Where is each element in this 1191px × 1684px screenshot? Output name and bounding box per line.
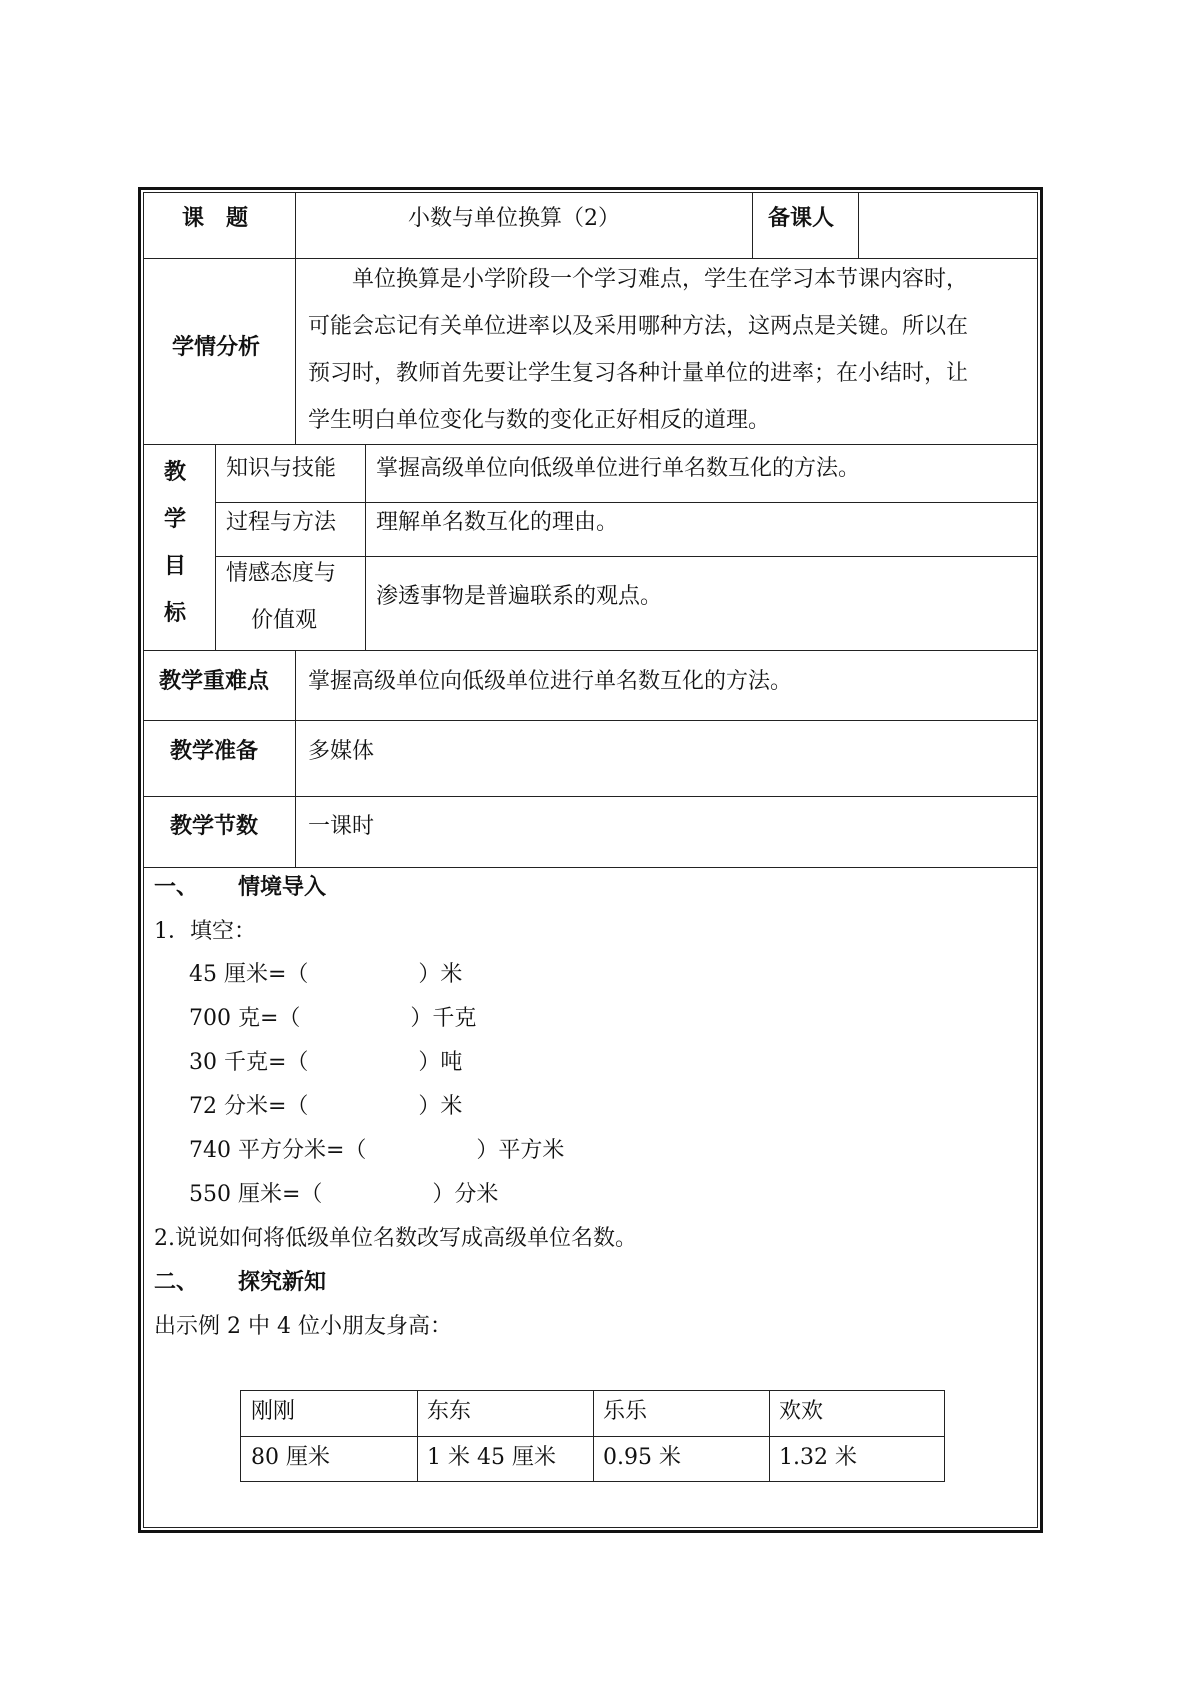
analysis-line: 单位换算是小学阶段一个学习难点，学生在学习本节课内容时， bbox=[308, 267, 969, 292]
analysis-label: 学情分析 bbox=[172, 335, 261, 360]
table-cell: 刚刚 bbox=[251, 1399, 296, 1424]
analysis-line: 预习时，教师首先要让学生复习各种计量单位的进率；在小结时，让 bbox=[308, 361, 969, 386]
analysis-line: 学生明白单位变化与数的变化正好相反的道理。 bbox=[308, 408, 771, 433]
objective-label: 情感态度与 bbox=[226, 561, 337, 586]
objective-value: 渗透事物是普遍联系的观点。 bbox=[376, 584, 663, 609]
periods-value: 一课时 bbox=[308, 814, 375, 839]
table-cell: 东东 bbox=[427, 1399, 472, 1424]
row-divider bbox=[215, 556, 1038, 557]
topic-value: 小数与单位换算（2） bbox=[408, 206, 620, 231]
objectives-label: 教 学 目 标 bbox=[164, 460, 187, 626]
table-cell: 0.95 米 bbox=[603, 1445, 681, 1470]
row-divider bbox=[143, 796, 1038, 797]
table-cell: 乐乐 bbox=[603, 1399, 648, 1424]
fill-in-item: 1．填空： bbox=[154, 919, 256, 944]
section2-heading: 探究新知 bbox=[238, 1270, 327, 1295]
exercise-line: 740 平方分米=（ ）平方米 bbox=[189, 1138, 565, 1163]
objective-value: 理解单名数互化的理由。 bbox=[376, 510, 619, 535]
col-divider bbox=[215, 444, 216, 650]
topic-label: 课 题 bbox=[182, 206, 249, 231]
analysis-text bbox=[308, 256, 968, 444]
section1-number: 一、 bbox=[154, 875, 199, 900]
row-divider bbox=[143, 650, 1038, 651]
col-divider bbox=[769, 1391, 770, 1481]
objective-value: 掌握高级单位向低级单位进行单名数互化的方法。 bbox=[376, 456, 861, 481]
exercise-line: 550 厘米=（ ）分米 bbox=[189, 1182, 499, 1207]
discussion-item: 2.说说如何将低级单位名数改写成高级单位名数。 bbox=[154, 1226, 637, 1251]
preparation-value: 多媒体 bbox=[308, 739, 375, 764]
col-divider bbox=[295, 192, 296, 444]
row-divider bbox=[143, 444, 1038, 445]
col-divider bbox=[417, 1391, 418, 1481]
col-divider bbox=[365, 444, 366, 650]
heights-table bbox=[240, 1390, 945, 1482]
objective-label: 价值观 bbox=[251, 608, 318, 633]
exercise-line: 72 分米=（ ）米 bbox=[189, 1094, 463, 1119]
row-divider bbox=[143, 720, 1038, 721]
objective-label: 知识与技能 bbox=[226, 456, 337, 481]
key-points-label: 教学重难点 bbox=[159, 669, 270, 694]
exercise-line: 45 厘米=（ ）米 bbox=[189, 962, 463, 987]
col-divider bbox=[858, 192, 859, 258]
preparer-label: 备课人 bbox=[768, 206, 835, 231]
periods-label: 教学节数 bbox=[170, 814, 259, 839]
analysis-line: 可能会忘记有关单位进率以及采用哪种方法，这两点是关键。所以在 bbox=[308, 314, 969, 339]
section2-number: 二、 bbox=[154, 1270, 199, 1295]
key-points-value: 掌握高级单位向低级单位进行单名数互化的方法。 bbox=[308, 669, 793, 694]
exercise-line: 30 千克=（ ）吨 bbox=[189, 1050, 463, 1075]
row-divider bbox=[215, 502, 1038, 503]
col-divider bbox=[295, 650, 296, 867]
table-cell: 1.32 米 bbox=[779, 1445, 857, 1470]
table-cell: 1 米 45 厘米 bbox=[427, 1445, 556, 1470]
col-divider bbox=[752, 192, 753, 258]
section2-intro: 出示例 2 中 4 位小朋友身高： bbox=[154, 1314, 452, 1339]
col-divider bbox=[593, 1391, 594, 1481]
preparation-label: 教学准备 bbox=[170, 739, 259, 764]
table-cell: 欢欢 bbox=[779, 1399, 824, 1424]
objective-label: 过程与方法 bbox=[226, 510, 337, 535]
row-divider bbox=[143, 867, 1038, 868]
table-cell: 80 厘米 bbox=[251, 1445, 330, 1470]
section1-heading: 情境导入 bbox=[238, 875, 327, 900]
exercise-line: 700 克=（ ）千克 bbox=[189, 1006, 477, 1031]
